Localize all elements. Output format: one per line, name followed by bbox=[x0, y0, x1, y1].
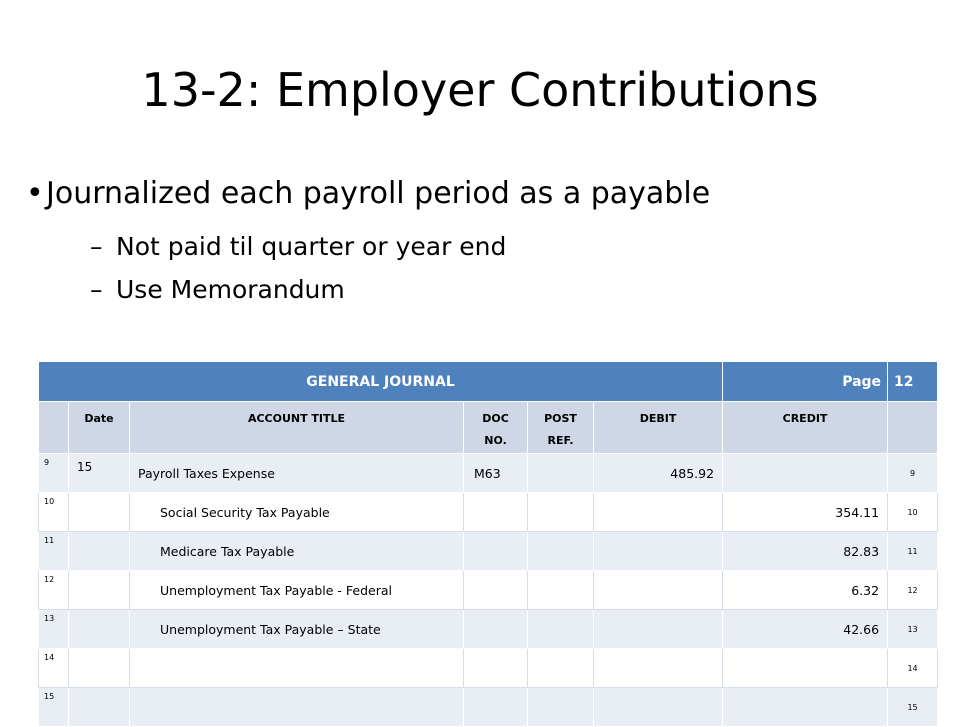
journal-row bbox=[39, 532, 938, 571]
col-header-post-ref-line1: POST bbox=[544, 412, 577, 425]
entry-date bbox=[69, 610, 130, 649]
col-header-line-right bbox=[888, 402, 938, 454]
debit-amount bbox=[594, 610, 723, 649]
journal-header-row bbox=[39, 362, 938, 402]
post-ref bbox=[528, 610, 594, 649]
debit-amount bbox=[594, 532, 723, 571]
account-title bbox=[130, 649, 464, 688]
page-number: 12 bbox=[888, 362, 938, 402]
debit-amount: 485.92 bbox=[594, 454, 723, 493]
line-number-right: 14 bbox=[888, 649, 938, 688]
post-ref bbox=[528, 493, 594, 532]
doc-number bbox=[464, 571, 528, 610]
debit-amount bbox=[594, 649, 723, 688]
doc-number bbox=[464, 688, 528, 727]
journal-row bbox=[39, 493, 938, 532]
account-title: Social Security Tax Payable bbox=[130, 493, 464, 532]
post-ref bbox=[528, 571, 594, 610]
post-ref bbox=[528, 649, 594, 688]
slide-title: 13-2: Employer Contributions bbox=[141, 63, 819, 117]
journal-row bbox=[39, 688, 938, 727]
doc-number: M63 bbox=[464, 454, 528, 493]
col-header-account-title: ACCOUNT TITLE bbox=[130, 402, 464, 454]
bullet-dot: • bbox=[26, 176, 44, 211]
post-ref bbox=[528, 688, 594, 727]
debit-amount bbox=[594, 571, 723, 610]
line-number: 11 bbox=[39, 532, 69, 571]
debit-amount bbox=[594, 493, 723, 532]
sub-bullet-dash: – bbox=[90, 275, 103, 304]
entry-date: 15 bbox=[69, 454, 130, 493]
line-number: 13 bbox=[39, 610, 69, 649]
sub-bullet-text: Not paid til quarter or year end bbox=[116, 232, 507, 261]
entry-date bbox=[69, 571, 130, 610]
credit-amount bbox=[723, 649, 888, 688]
credit-amount: 6.32 bbox=[723, 571, 888, 610]
col-header-post-ref bbox=[528, 402, 594, 454]
journal-row bbox=[39, 571, 938, 610]
sub-bullet-dash: – bbox=[90, 232, 103, 261]
journal-row bbox=[39, 649, 938, 688]
line-number: 12 bbox=[39, 571, 69, 610]
entry-date bbox=[69, 532, 130, 571]
account-title: Unemployment Tax Payable - Federal bbox=[130, 571, 464, 610]
entry-date bbox=[69, 493, 130, 532]
col-header-date: Date bbox=[69, 402, 130, 454]
line-number-right: 15 bbox=[888, 688, 938, 727]
col-header-doc-no-line1: DOC bbox=[482, 412, 509, 425]
sub-bullet-item bbox=[46, 230, 710, 264]
entry-date bbox=[69, 688, 130, 727]
credit-amount bbox=[723, 688, 888, 727]
general-journal-table bbox=[38, 361, 938, 727]
column-header-row bbox=[39, 402, 938, 454]
doc-number bbox=[464, 532, 528, 571]
line-number-right: 11 bbox=[888, 532, 938, 571]
line-number-right: 13 bbox=[888, 610, 938, 649]
col-header-doc-no-line2: NO. bbox=[484, 434, 507, 447]
col-header-post-ref-line2: REF. bbox=[547, 434, 574, 447]
doc-number bbox=[464, 649, 528, 688]
account-title: Medicare Tax Payable bbox=[130, 532, 464, 571]
line-number: 14 bbox=[39, 649, 69, 688]
line-number: 10 bbox=[39, 493, 69, 532]
credit-amount bbox=[723, 454, 888, 493]
journal-title: GENERAL JOURNAL bbox=[39, 362, 723, 402]
line-number: 15 bbox=[39, 688, 69, 727]
col-header-line bbox=[39, 402, 69, 454]
credit-amount: 42.66 bbox=[723, 610, 888, 649]
line-number-right: 9 bbox=[888, 454, 938, 493]
line-number: 9 bbox=[39, 454, 69, 493]
doc-number bbox=[464, 610, 528, 649]
bullet-text: Journalized each payroll period as a payable bbox=[46, 176, 711, 211]
journal-row bbox=[39, 454, 938, 493]
col-header-debit: DEBIT bbox=[594, 402, 723, 454]
account-title bbox=[130, 688, 464, 727]
credit-amount: 354.11 bbox=[723, 493, 888, 532]
journal-row bbox=[39, 610, 938, 649]
line-number-right: 10 bbox=[888, 493, 938, 532]
page-label: Page bbox=[723, 362, 888, 402]
debit-amount bbox=[594, 688, 723, 727]
account-title: Payroll Taxes Expense bbox=[130, 454, 464, 493]
bullet-item bbox=[26, 174, 711, 214]
post-ref bbox=[528, 454, 594, 493]
account-title: Unemployment Tax Payable – State bbox=[130, 610, 464, 649]
post-ref bbox=[528, 532, 594, 571]
line-number-right: 12 bbox=[888, 571, 938, 610]
entry-date bbox=[69, 649, 130, 688]
sub-bullet-item bbox=[46, 273, 710, 307]
col-header-credit: CREDIT bbox=[723, 402, 888, 454]
bullet-list bbox=[26, 174, 711, 307]
col-header-doc-no bbox=[464, 402, 528, 454]
doc-number bbox=[464, 493, 528, 532]
credit-amount: 82.83 bbox=[723, 532, 888, 571]
sub-bullet-text: Use Memorandum bbox=[116, 275, 345, 304]
